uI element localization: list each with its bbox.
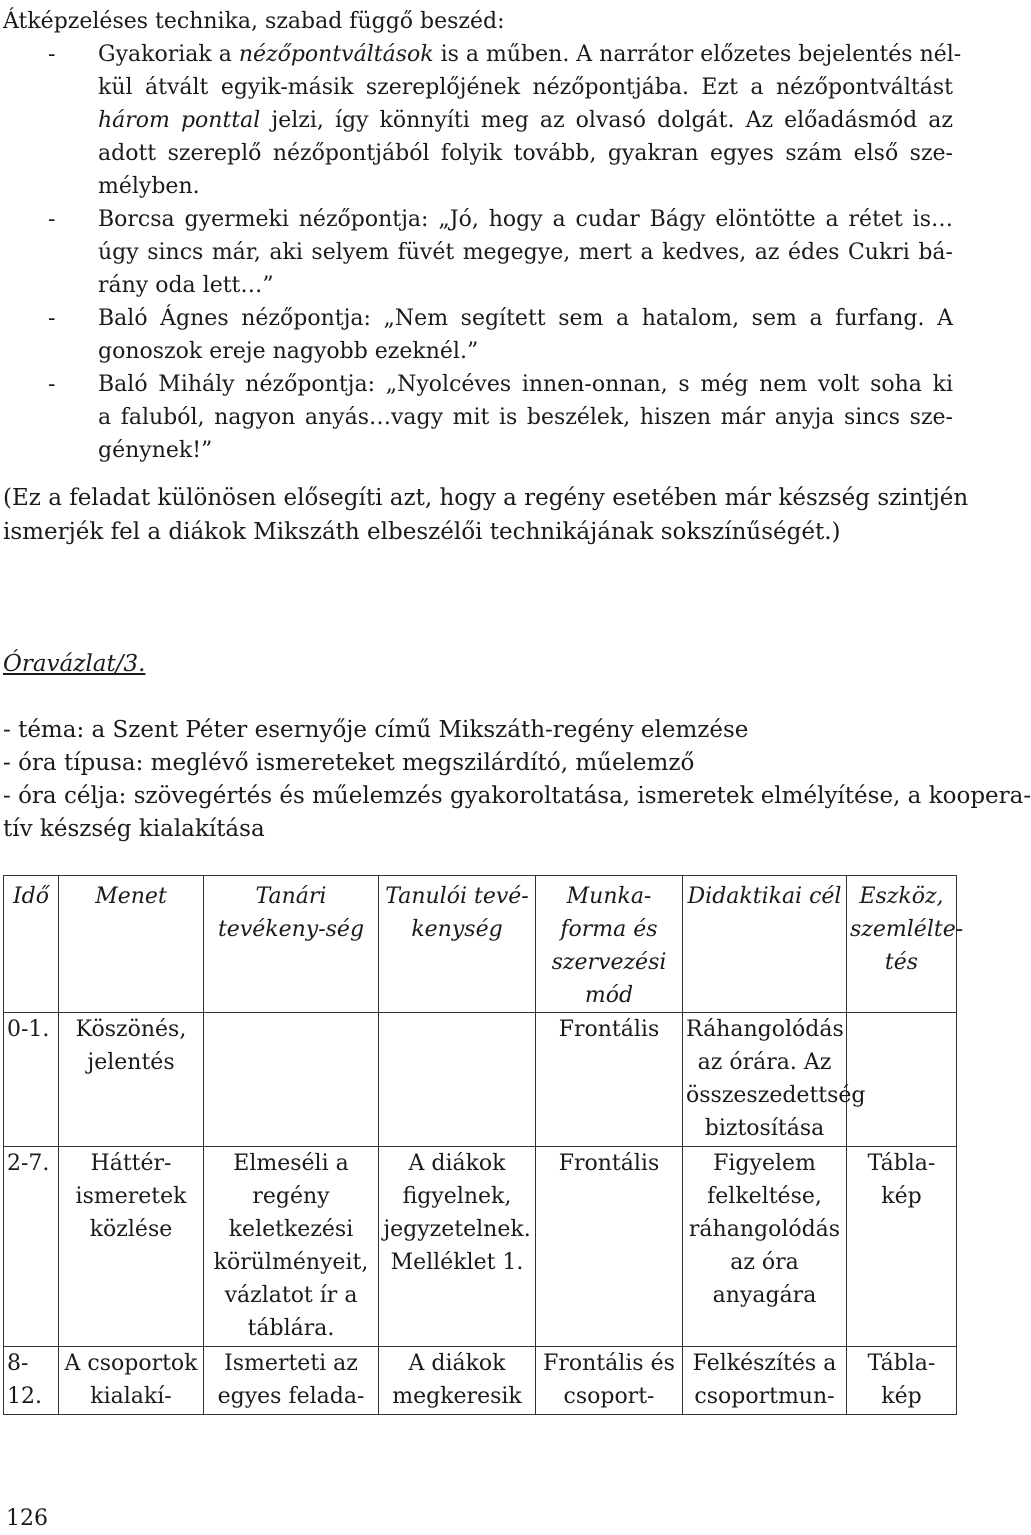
lesson-plan-table <box>3 875 964 1415</box>
table-cell: Frontális és csoport- <box>536 1347 683 1415</box>
bullet-1-line-3: három ponttal jelzi, így könnyíti meg az olvasó dolgát. Az előadásmód az <box>98 108 953 133</box>
bullet-dash: - <box>48 207 56 232</box>
table-header-row <box>4 876 957 1013</box>
table-row <box>4 1013 957 1147</box>
note-line-2: ismerjék fel a diákok Mikszáth elbeszélői technikájának sokszínűségét.) <box>3 519 841 545</box>
bullet-2-line-3: rány oda lett…” <box>98 273 274 298</box>
table-cell: Frontális <box>536 1013 683 1147</box>
page-number: 126 <box>6 1506 48 1531</box>
table-cell <box>379 1013 536 1147</box>
table-cell: Tábla-kép <box>847 1347 957 1415</box>
table-cell: Frontális <box>536 1147 683 1347</box>
bullet-4-line-2: a faluból, nagyon anyás…vagy mit is beszélek, hiszen már anyja sincs sze- <box>98 405 953 430</box>
section-heading: Átképzeléses technika, szabad függő beszéd: <box>3 9 505 34</box>
bullet-1-line-5: mélyben. <box>98 174 200 199</box>
outline-title: Óravázlat/3. <box>3 651 146 677</box>
table-cell: Elmeséli a regény keletkezési körülményeit, vázlatot ír a táblára. <box>204 1147 379 1347</box>
bullet-1-line-1: Gyakoriak a nézőpontváltások is a műben. A narrátor előzetes bejelentés nél- <box>98 42 962 67</box>
bullet-2-line-2: úgy sincs már, aki selyem füvét megegye, mert a kedves, az édes Cukri bá- <box>98 240 953 265</box>
bullet-dash: - <box>48 42 56 67</box>
table-cell: 8-12. <box>4 1347 59 1415</box>
outline-goal-line-1: - óra célja: szövegértés és műelemzés gyakoroltatása, ismeretek elmélyítése, a koopera- <box>3 783 1031 809</box>
table-cell: Háttér-ismeretek közlése <box>59 1147 204 1347</box>
header-cell-time: Idő <box>4 876 59 1013</box>
table-cell: Figyelem felkeltése, ráhangolódás az óra anyagára <box>683 1147 847 1347</box>
outline-goal-line-2: tív készség kialakítása <box>3 816 265 842</box>
table-cell: A diákok megkeresik <box>379 1347 536 1415</box>
bullet-4-line-3: génynek!” <box>98 438 213 463</box>
outline-topic: - téma: a Szent Péter esernyője című Mikszáth-regény elemzése <box>3 717 749 743</box>
header-cell-student-activity: Tanulói tevé-kenység <box>379 876 536 1013</box>
note-line-1: (Ez a feladat különösen elősegíti azt, hogy a regény esetében már készség szintjén <box>3 485 969 511</box>
header-cell-course: Menet <box>59 876 204 1013</box>
bullet-4-line-1: Baló Mihály nézőpontja: „Nyolcéves innen-onnan, s még nem volt soha ki <box>98 372 953 397</box>
table-cell <box>847 1013 957 1147</box>
table-cell: A csoportok kialakí- <box>59 1347 204 1415</box>
table-cell: A diákok figyelnek, jegyzetelnek. Melléklet 1. <box>379 1147 536 1347</box>
table-cell: Felkészítés a csoportmun- <box>683 1347 847 1415</box>
table-row <box>4 1347 957 1415</box>
table-cell: Tábla-kép <box>847 1147 957 1347</box>
table-cell: Köszönés, jelentés <box>59 1013 204 1147</box>
bullet-1-line-4: adott szereplő nézőpontjából folyik tovább, gyakran egyes szám első sze- <box>98 141 953 166</box>
header-cell-work-form: Munka-forma és szervezési mód <box>536 876 683 1013</box>
bullet-3-line-1: Baló Ágnes nézőpontja: „Nem segített sem a hatalom, sem a furfang. A <box>98 306 953 331</box>
table-cell: 0-1. <box>4 1013 59 1147</box>
bullet-dash: - <box>48 372 56 397</box>
header-cell-tools: Eszköz, szemlélte-tés <box>847 876 957 1013</box>
bullet-2-line-1: Borcsa gyermeki nézőpontja: „Jó, hogy a cudar Bágy elöntötte a rétet is… <box>98 207 953 232</box>
table-row <box>4 1147 957 1347</box>
table-cell: 2-7. <box>4 1147 59 1347</box>
header-cell-teacher-activity: Tanári tevékeny-ség <box>204 876 379 1013</box>
table-cell: Ismerteti az egyes felada- <box>204 1347 379 1415</box>
header-cell-didactic-goal: Didaktikai cél <box>683 876 847 1013</box>
bullet-3-line-2: gonoszok ereje nagyobb ezeknél.” <box>98 339 479 364</box>
bullet-dash: - <box>48 306 56 331</box>
bullet-1-line-2: kül átvált egyik-másik szereplőjének nézőpontjába. Ezt a nézőpontváltást <box>98 75 953 100</box>
outline-type: - óra típusa: meglévő ismereteket megszilárdító, műelemző <box>3 750 695 776</box>
table-cell <box>204 1013 379 1147</box>
table-cell: Ráhangolódás az órára. Az összeszedettség biztosítása <box>683 1013 847 1147</box>
